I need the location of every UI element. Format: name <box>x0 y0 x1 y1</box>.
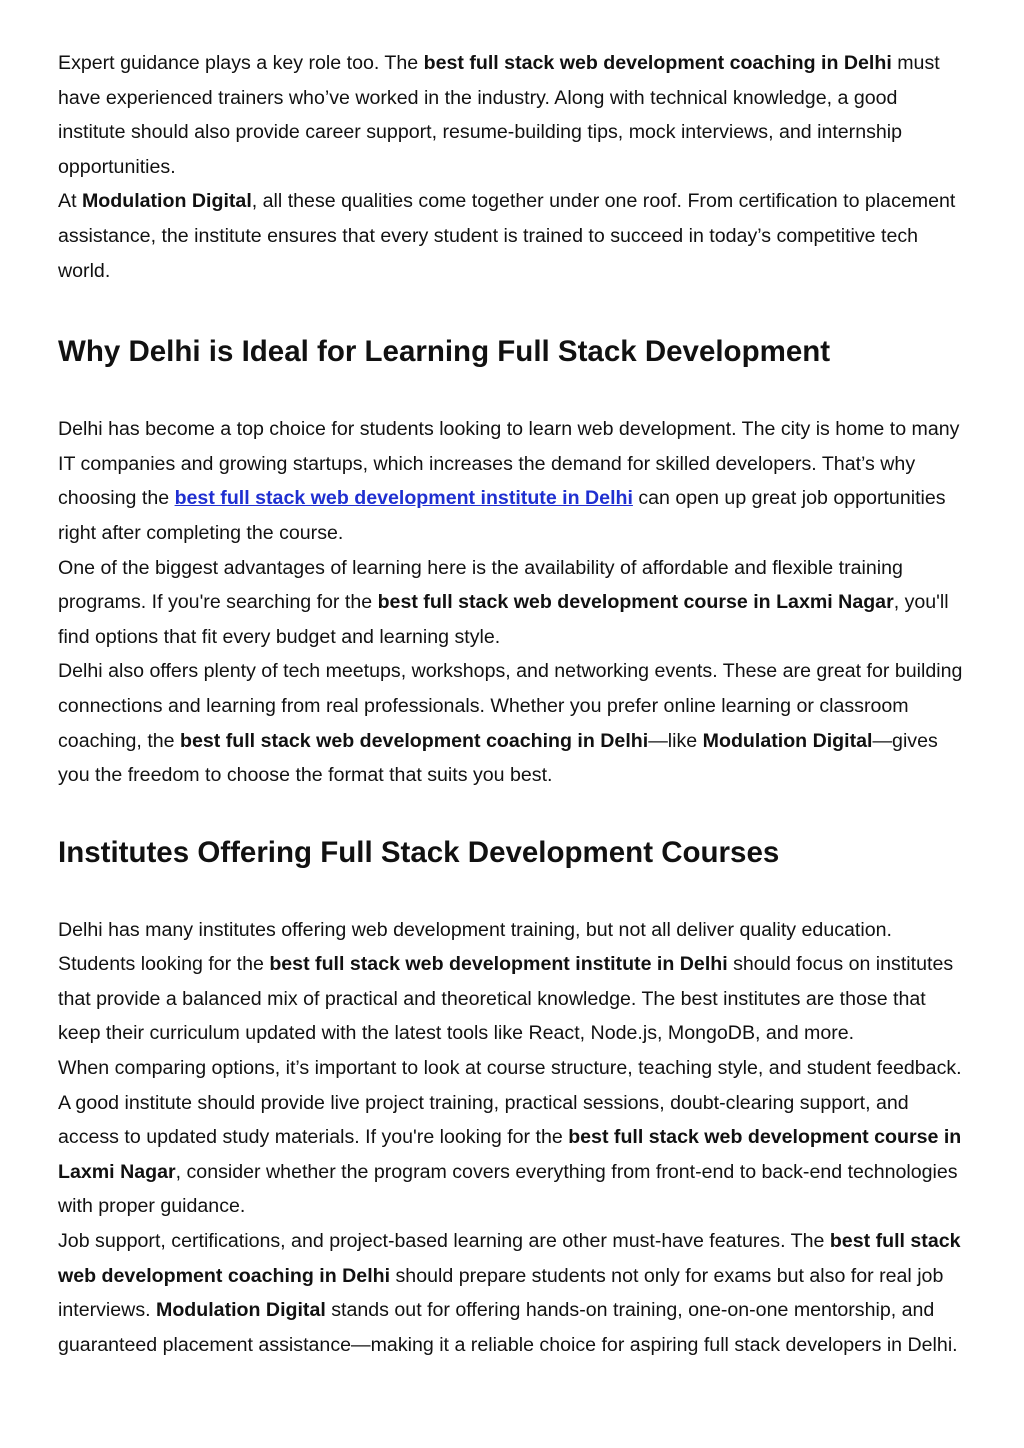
text: , all these qualities come together under one roof. From certification to placement assistance, the institute ensures that every student is trained to succeed in today’s competitive tech world. <box>58 190 956 282</box>
text: should focus on institutes that provide a balanced mix of practical and theoretical knowledge. The best institutes are those that keep their curriculum updated with the latest tools like React, Node.js, MongoDB, and more. <box>58 953 954 1045</box>
text: —like <box>648 729 703 752</box>
text: , consider whether the program covers everything from front-end to back-end technologies with proper guidance. <box>58 1160 958 1218</box>
text: Expert guidance plays a key role too. The <box>58 52 424 74</box>
text: Job support, certifications, and project-based learning are other must-have features. The <box>58 1230 830 1253</box>
section2-paragraph-2 <box>58 1051 970 1224</box>
section1-paragraph-1 <box>58 412 970 550</box>
intro-paragraph-1 <box>58 46 970 184</box>
text: should prepare students not only for exams but also for real job interviews. <box>58 1264 944 1322</box>
text: Delhi has become a top choice for students looking to learn web development. The city is home to many IT companies and growing startups, which increases the demand for skilled developers. That’s why choosing the <box>58 418 960 510</box>
section-heading-institutes: Institutes Offering Full Stack Development Courses <box>58 835 780 869</box>
text: At <box>58 190 82 213</box>
bold-phrase: Modulation Digital <box>156 1299 326 1322</box>
institute-link[interactable]: best full stack web development institute in Delhi <box>174 487 633 510</box>
text: can open up great job opportunities right after completing the course. <box>58 487 946 544</box>
bold-phrase: best full stack web development coaching in Delhi <box>423 52 892 74</box>
bold-phrase: Modulation Digital <box>81 190 252 213</box>
text: stands out for offering hands-on training, one-on-one mentorship, and guaranteed placement assistance—making it a reliable choice for aspiring full stack developers in Delhi. <box>58 1299 958 1356</box>
text: Delhi also offers plenty of tech meetups, workshops, and networking events. These are great for building connections and learning from real professionals. Whether you prefer online learning or classroom coaching, the <box>58 660 963 752</box>
section1-paragraph-2 <box>58 551 970 655</box>
bold-phrase: best full stack web development course in Laxmi Nagar <box>377 591 894 614</box>
bold-phrase: best full stack web development coaching in Delhi <box>180 729 649 752</box>
bold-phrase: Modulation Digital <box>702 729 873 752</box>
bold-phrase: best full stack web development institute in Delhi <box>269 953 728 976</box>
section1-paragraph-3 <box>58 654 970 792</box>
bold-phrase: best full stack web development coaching in Delhi <box>58 1230 961 1287</box>
section2-paragraph-3 <box>58 1224 970 1362</box>
text: One of the biggest advantages of learning here is the availability of affordable and flexible training programs. If you're searching for the <box>58 556 903 614</box>
intro-paragraph-2 <box>58 184 970 288</box>
document-page <box>58 46 970 1362</box>
text: Delhi has many institutes offering web development training, but not all deliver quality education. Students looking for the <box>58 918 892 976</box>
section2-paragraph-1 <box>58 913 970 1051</box>
section-heading-why-delhi: Why Delhi is Ideal for Learning Full Stack Development <box>58 335 831 369</box>
text: —gives you the freedom to choose the format that suits you best. <box>58 729 938 787</box>
text: When comparing options, it’s important to look at course structure, teaching style, and student feedback. A good institute should provide live project training, practical sessions, doubt-clearing support, and access to updated study materials. If you're looking for the <box>58 1057 962 1149</box>
text: , you'll find options that fit every budget and learning style. <box>58 591 949 648</box>
text: must have experienced trainers who’ve worked in the industry. Along with technical knowledge, a good institute should also provide career support, resume-building tips, mock interviews, and internship opportunities. <box>58 52 940 178</box>
bold-phrase: best full stack web development course in Laxmi Nagar <box>58 1126 962 1183</box>
